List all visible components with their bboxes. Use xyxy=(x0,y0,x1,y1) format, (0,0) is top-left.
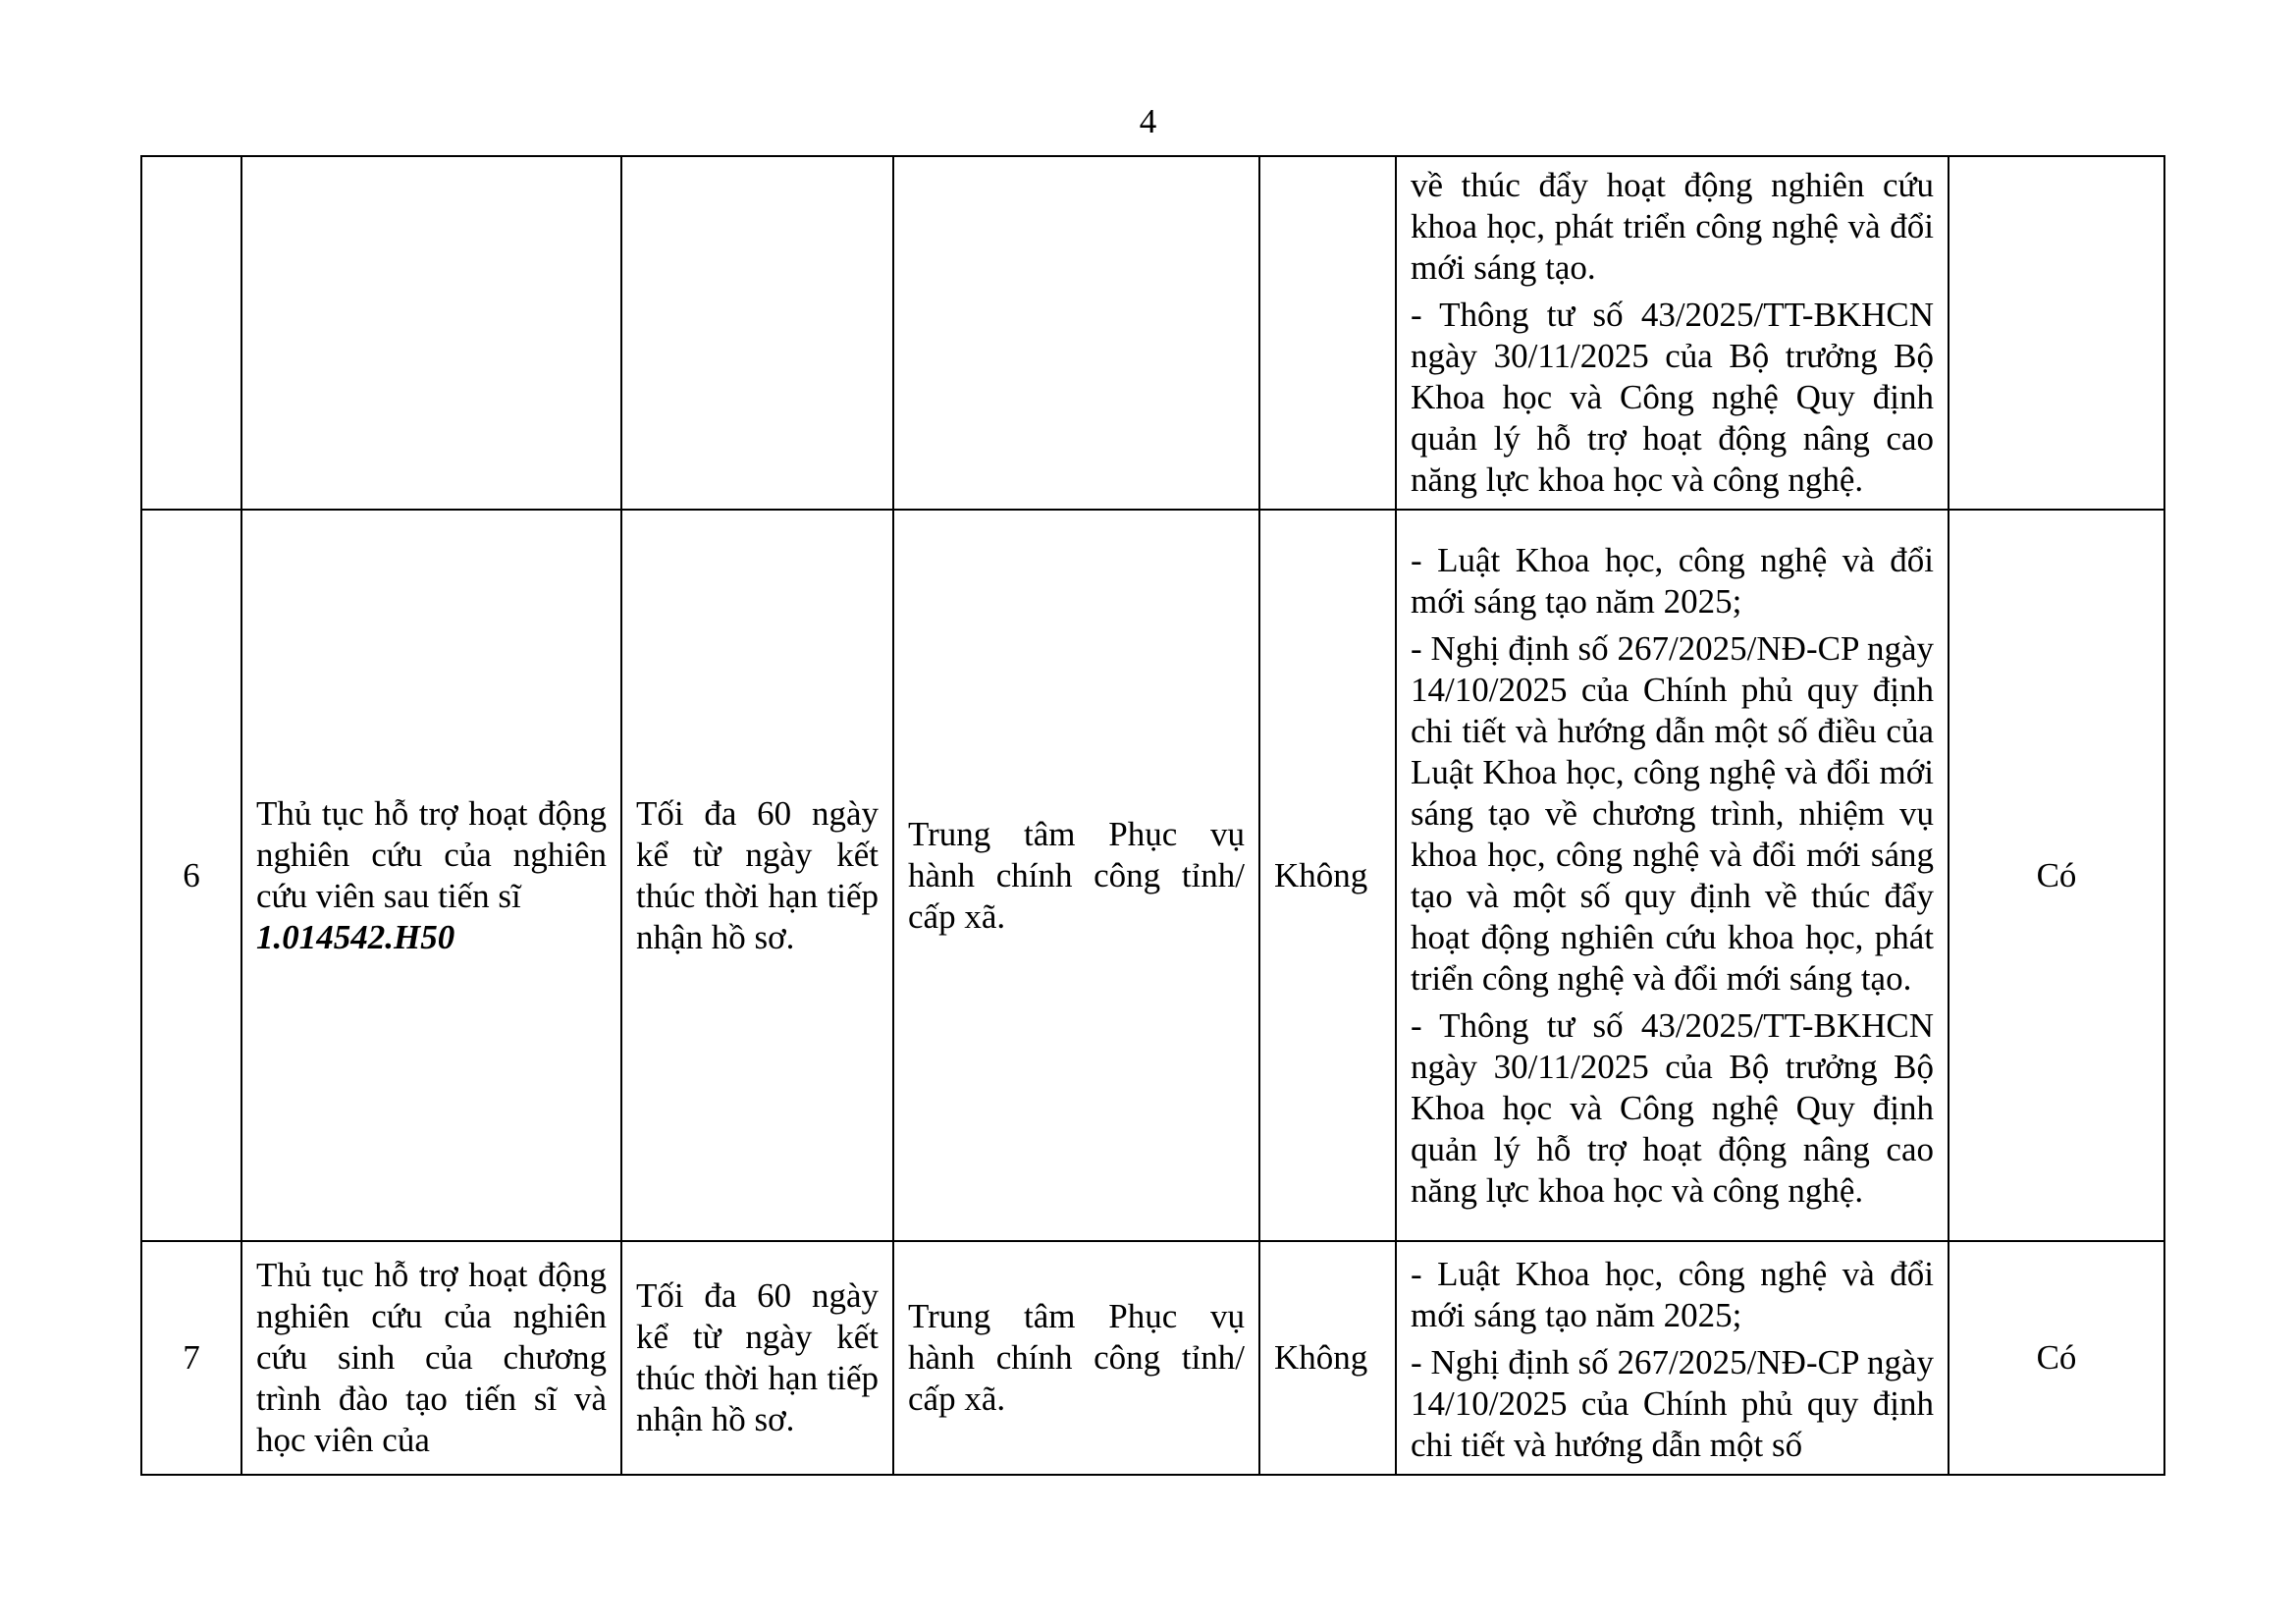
stt-cell: 7 xyxy=(141,1241,241,1475)
legal-basis-cell xyxy=(1396,156,1949,510)
table-row xyxy=(141,156,2164,510)
legal-basis-cell xyxy=(1396,510,1949,1241)
procedure-name-cell xyxy=(241,156,621,510)
fee-cell xyxy=(1259,156,1396,510)
procedure-name-cell: Thủ tục hỗ trợ hoạt động nghiên cứu của nghiên cứu sinh của chương trình đào tạo tiến sĩ và học viên của xyxy=(241,1241,621,1475)
stt-cell xyxy=(141,156,241,510)
online-cell xyxy=(1949,156,2164,510)
online-cell: Có xyxy=(1949,510,2164,1241)
submission-place-cell xyxy=(893,156,1259,510)
stt-cell: 6 xyxy=(141,510,241,1241)
fee-cell: Không xyxy=(1259,1241,1396,1475)
online-cell: Có xyxy=(1949,1241,2164,1475)
procedures-table xyxy=(140,155,2165,1476)
processing-time-cell xyxy=(621,156,893,510)
legal-basis-item: - Nghị định số 267/2025/NĐ-CP ngày 14/10/2025 của Chính phủ quy định chi tiết và hướng dẫn một số xyxy=(1411,1343,1934,1464)
legal-basis-item: - Thông tư số 43/2025/TT-BKHCN ngày 30/11/2025 của Bộ trưởng Bộ Khoa học và Công nghệ Quy định quản lý hỗ trợ hoạt động nâng cao năng lực khoa học và công nghệ. xyxy=(1411,296,1934,499)
legal-basis-item: - Thông tư số 43/2025/TT-BKHCN ngày 30/11/2025 của Bộ trưởng Bộ Khoa học và Công nghệ Quy định quản lý hỗ trợ hoạt động nâng cao năng lực khoa học và công nghệ. xyxy=(1411,1005,1934,1210)
submission-place-cell: Trung tâm Phục vụ hành chính công tỉnh/ cấp xã. xyxy=(893,510,1259,1241)
procedure-name: Thủ tục hỗ trợ hoạt động nghiên cứu của nghiên cứu viên sau tiến sĩ xyxy=(256,793,607,915)
processing-time-cell: Tối đa 60 ngày kể từ ngày kết thúc thời hạn tiếp nhận hồ sơ. xyxy=(621,1241,893,1475)
page-number: 4 xyxy=(1139,102,1157,140)
table-row xyxy=(141,1241,2164,1475)
legal-basis-item: - Luật Khoa học, công nghệ và đổi mới sáng tạo năm 2025; xyxy=(1411,540,1934,621)
processing-time-cell: Tối đa 60 ngày kể từ ngày kết thúc thời hạn tiếp nhận hồ sơ. xyxy=(621,510,893,1241)
legal-basis-item: - Luật Khoa học, công nghệ và đổi mới sáng tạo năm 2025; xyxy=(1411,1255,1934,1334)
legal-basis-item: - Nghị định số 267/2025/NĐ-CP ngày 14/10/2025 của Chính phủ quy định chi tiết và hướng dẫn một số điều của Luật Khoa học, công nghệ và đổi mới sáng tạo về chương trình, nhiệm vụ khoa học, công nghệ và đổi mới sáng tạo và một số quy định về thúc đẩy hoạt động nghiên cứu khoa học, phát triển công nghệ và đổi mới sáng tạo. xyxy=(1411,628,1934,998)
legal-basis-cell xyxy=(1396,1241,1949,1475)
submission-place-cell: Trung tâm Phục vụ hành chính công tỉnh/ cấp xã. xyxy=(893,1241,1259,1475)
procedure-name-cell xyxy=(241,510,621,1241)
fee-cell: Không xyxy=(1259,510,1396,1241)
procedure-code: 1.014542.H50 xyxy=(256,917,455,956)
table-row xyxy=(141,510,2164,1241)
legal-basis-item: về thúc đẩy hoạt động nghiên cứu khoa học, phát triển công nghệ và đổi mới sáng tạo. xyxy=(1411,166,1934,287)
